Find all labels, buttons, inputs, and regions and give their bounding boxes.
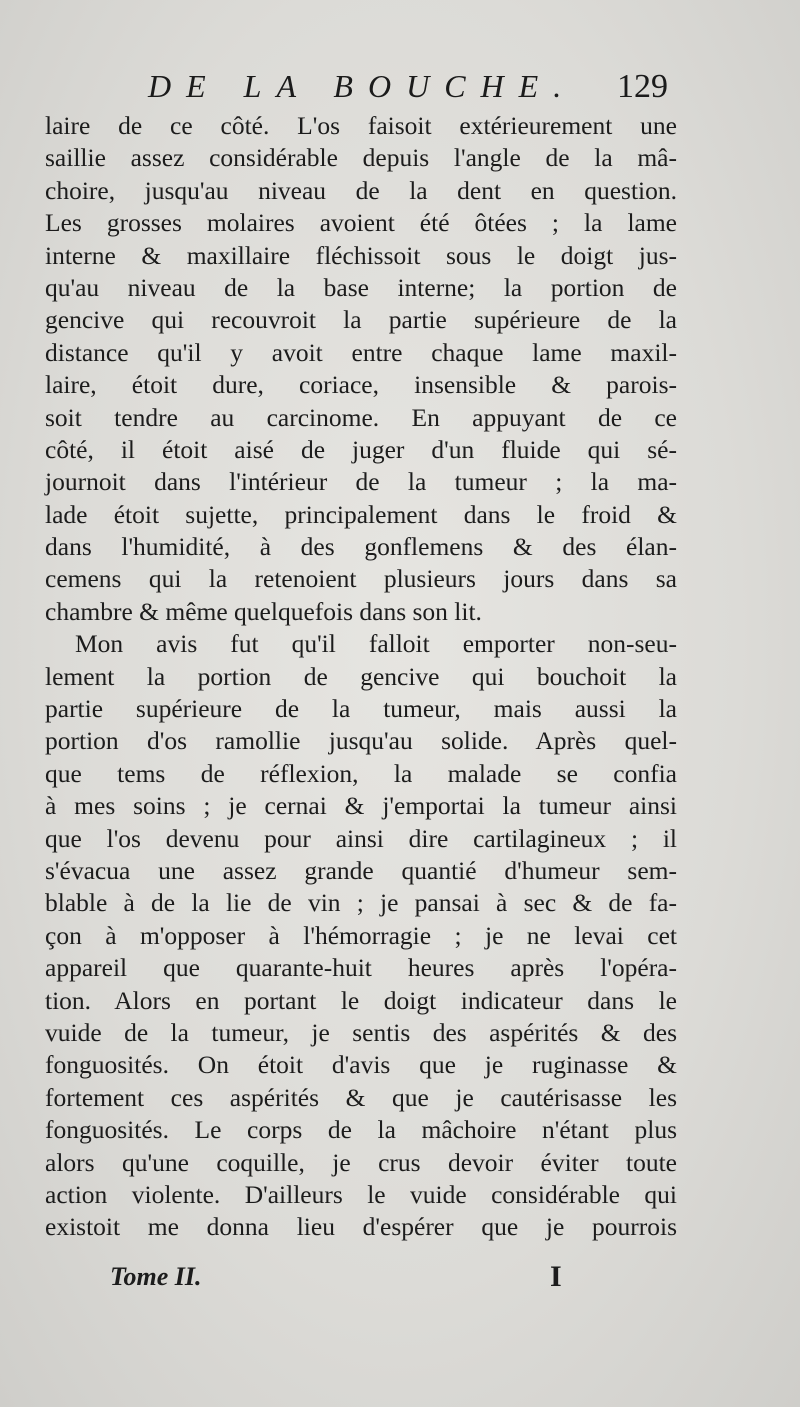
body-text	[45, 110, 677, 1244]
text-line: gencive qui recouvroit la partie supérieure de la	[45, 305, 677, 335]
running-title: DE LA BOUCHE.	[148, 68, 577, 104]
text-line: s'évacua une assez grande quantié d'humeur sem-	[45, 855, 677, 885]
text-line: vuide de la tumeur, je sentis des aspérités & des	[45, 1017, 677, 1047]
text-line: qu'au niveau de la base interne; la portion de	[45, 272, 677, 302]
text-line: appareil que quarante-huit heures après l'opéra-	[45, 953, 677, 983]
text-line: portion d'os ramollie jusqu'au solide. Après quel-	[45, 726, 677, 756]
text-line: laire de ce côté. L'os faisoit extérieurement une	[45, 111, 677, 140]
text-line: saillie assez considérable depuis l'angle de la mâ-	[45, 143, 677, 173]
text-line: çon à m'opposer à l'hémorragie ; je ne levai cet	[45, 920, 677, 950]
text-line: que l'os devenu pour ainsi dire cartilagineux ; il	[45, 823, 677, 853]
page-number: 129	[617, 68, 668, 105]
volume-label: Tome II.	[110, 1262, 202, 1291]
text-line: laire, étoit dure, coriace, insensible & parois-	[45, 370, 677, 400]
text-line: interne & maxillaire fléchissoit sous le doigt jus-	[45, 240, 677, 270]
text-line: journoit dans l'intérieur de la tumeur ; la ma-	[45, 467, 677, 497]
text-line: choire, jusqu'au niveau de la dent en question.	[45, 175, 677, 205]
text-line: alors qu'une coquille, je crus devoir éviter toute	[45, 1147, 677, 1177]
text-line: existoit me donna lieu d'espérer que je pourrois	[45, 1212, 677, 1242]
text-line: lement la portion de gencive qui bouchoit la	[45, 661, 677, 691]
text-line: à mes soins ; je cernai & j'emportai la tumeur ainsi	[45, 791, 677, 821]
text-line: que tems de réflexion, la malade se confia	[45, 758, 677, 788]
text-line: partie supérieure de la tumeur, mais aussi la	[45, 694, 677, 724]
text-line: cemens qui la retenoient plusieurs jours dans sa	[45, 564, 677, 594]
text-line: fortement ces aspérités & que je cautérisasse les	[45, 1082, 677, 1112]
text-line: Les grosses molaires avoient été ôtées ; la lame	[45, 208, 677, 238]
text-line: dans l'humidité, à des gonflemens & des élan-	[45, 532, 677, 562]
text-line: distance qu'il y avoit entre chaque lame maxil-	[45, 337, 677, 367]
text-line: action violente. D'ailleurs le vuide considérable qui	[45, 1179, 677, 1209]
text-line: blable à de la lie de vin ; je pansai à sec & de fa-	[45, 888, 677, 918]
page-footer	[110, 1262, 580, 1302]
text-line: soit tendre au carcinome. En appuyant de ce	[45, 402, 677, 432]
text-line: lade étoit sujette, principalement dans le froid &	[45, 499, 677, 529]
paragraph-start-line: Mon avis fut qu'il falloit emporter non-seu-	[75, 629, 677, 659]
text-line: côté, il étoit aisé de juger d'un fluide qui sé-	[45, 434, 677, 464]
text-line: tion. Alors en portant le doigt indicateur dans le	[45, 985, 677, 1015]
text-line: fonguosités. On étoit d'avis que je ruginasse &	[45, 1050, 677, 1080]
text-line: fonguosités. Le corps de la mâchoire n'étant plus	[45, 1115, 677, 1145]
running-head	[148, 62, 668, 112]
text-line: chambre & même quelquefois dans son lit.	[45, 596, 482, 626]
signature-mark: I	[550, 1260, 562, 1293]
